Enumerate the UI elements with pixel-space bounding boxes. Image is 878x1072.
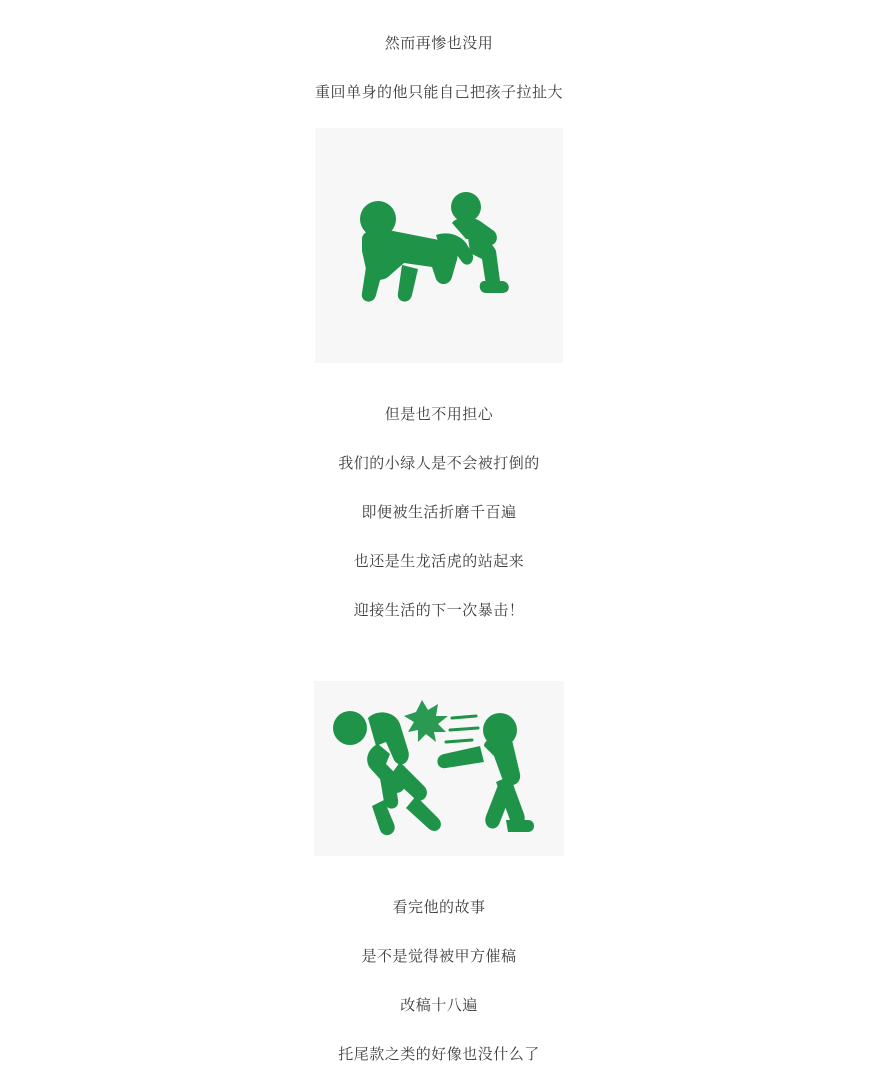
paragraph: 看完他的故事 <box>392 899 486 916</box>
figure-punch <box>0 681 878 856</box>
paragraph: 迎接生活的下一次暴击！ <box>353 602 525 619</box>
paragraph: 是不是觉得被甲方催稿 <box>361 948 517 965</box>
paragraph: 重回单身的他只能自己把孩子拉扯大 <box>314 84 563 101</box>
paragraph: 但是也不用担心 <box>384 406 494 423</box>
paragraph: 即便被生活折磨千百遍 <box>361 504 517 521</box>
figure-carrying-child <box>0 128 878 363</box>
paragraph: 改稿十八遍 <box>400 997 478 1014</box>
figure-background <box>315 128 563 363</box>
paragraph: 托尾款之类的好像也没什么了 <box>338 1046 540 1063</box>
paragraph: 也还是生龙活虎的站起来 <box>353 553 525 570</box>
green-pictogram-man-being-punched-icon <box>324 684 554 854</box>
paragraph: 然而再惨也没用 <box>384 35 494 52</box>
paragraph: 我们的小绿人是不会被打倒的 <box>338 455 540 472</box>
green-pictogram-man-carrying-child-icon <box>344 181 534 311</box>
figure-background <box>314 681 564 856</box>
